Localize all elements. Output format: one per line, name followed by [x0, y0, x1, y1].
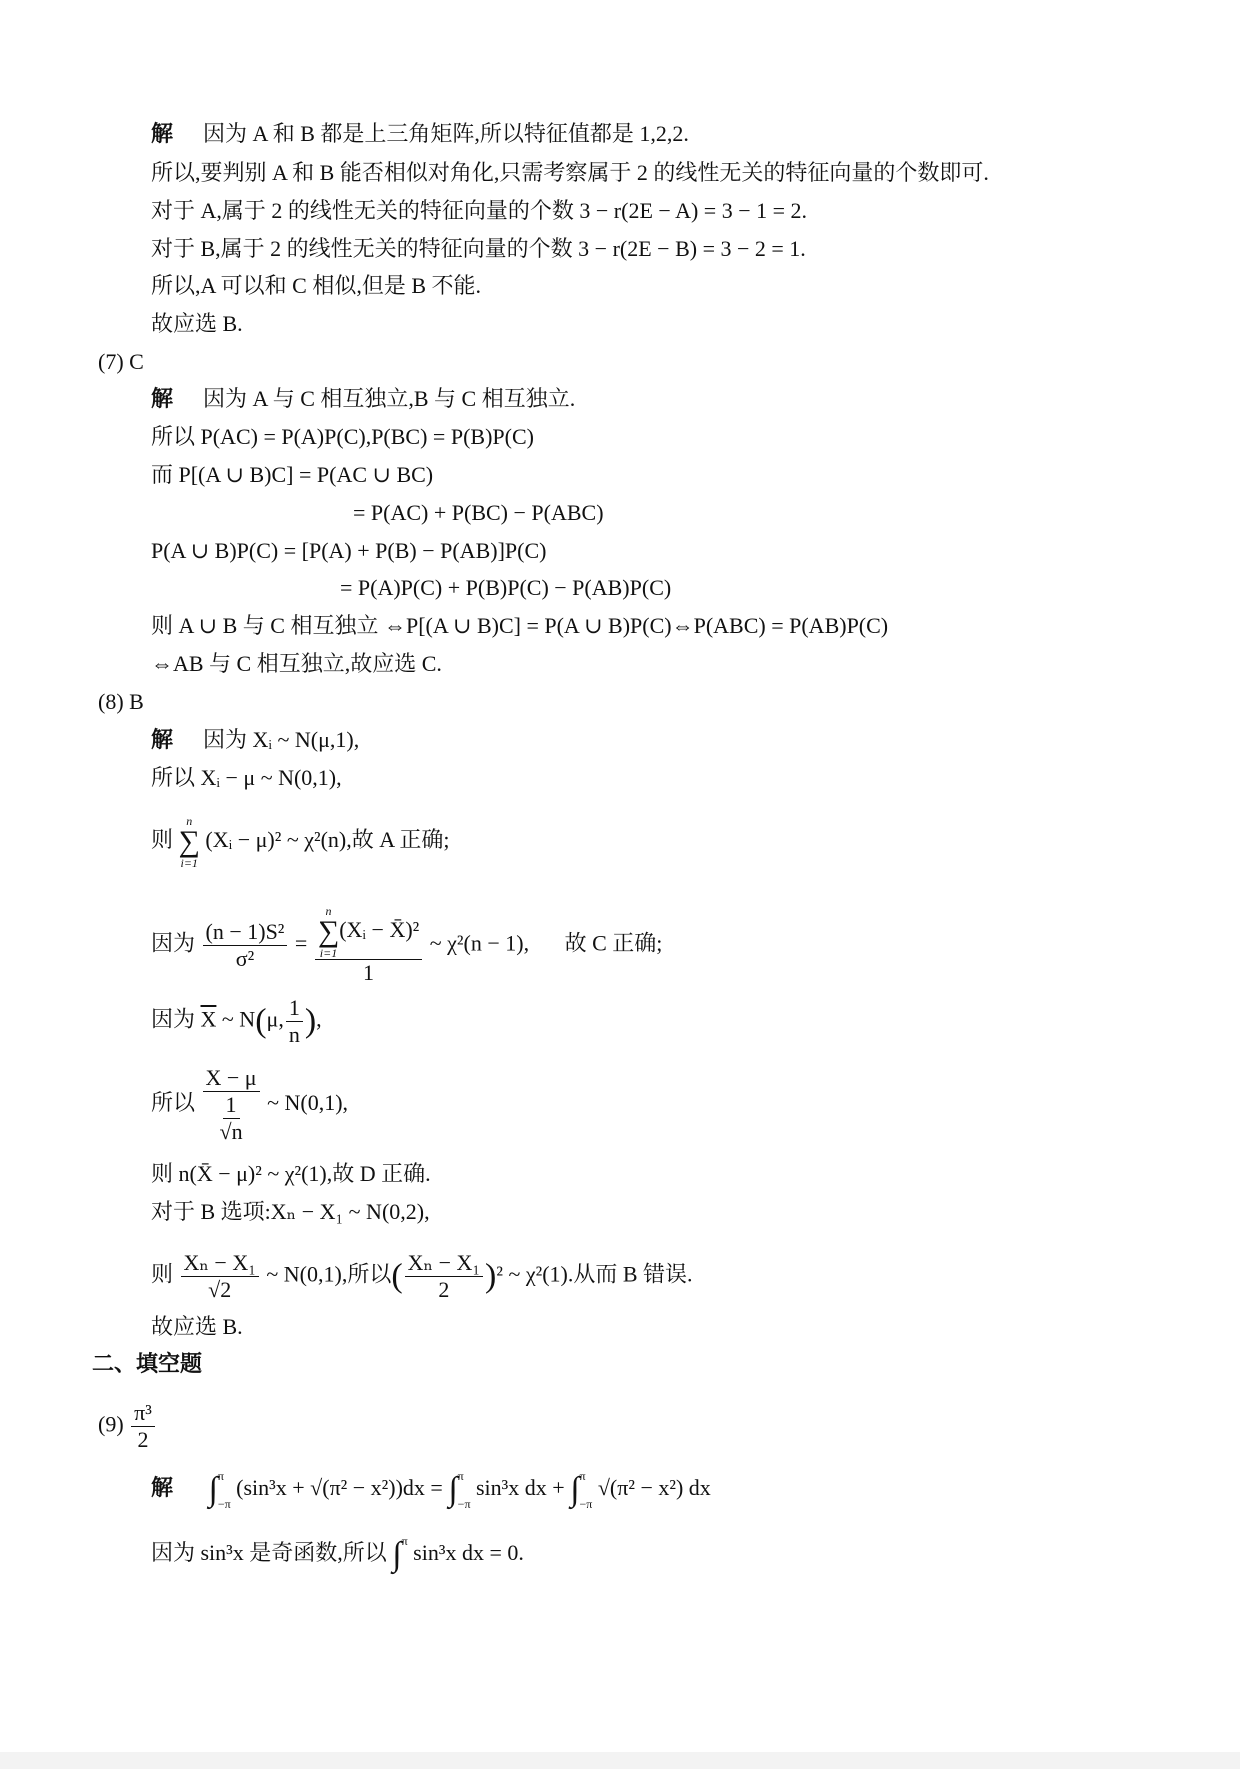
numerator: (n − 1)S²: [203, 919, 288, 946]
text: ~ N: [221, 1006, 256, 1032]
text: 因为: [151, 930, 196, 956]
text: ,: [316, 1006, 322, 1032]
text: 则: [151, 827, 174, 853]
text: (Xᵢ − X̄)²: [339, 917, 420, 943]
q7-heading: (7) C: [98, 349, 144, 374]
q6-line-1: [151, 120, 689, 148]
q8-line-3: [151, 815, 450, 869]
q6-line-2: 所以,要判别 A 和 B 能否相似对角化,只需考察属于 2 的线性无关的特征向量的个数即可.: [151, 160, 989, 185]
upper-limit: π: [457, 1469, 464, 1483]
text: (Xᵢ − μ)² ~ χ²(n),故 A 正确;: [205, 827, 450, 853]
upper-limit: π: [217, 1469, 224, 1483]
numerator: Xₙ − X₁: [405, 1250, 483, 1277]
q6-line-6: 故应选 B.: [151, 311, 243, 336]
numerator: [315, 905, 422, 960]
text: ~ N(0,1),: [267, 1090, 349, 1116]
sum-upper: n: [325, 904, 332, 918]
q7-text: 因为 A 与 C 相互独立,B 与 C 相互独立.: [203, 386, 576, 411]
q8-line-4: [151, 905, 662, 986]
numerator: 1: [286, 995, 303, 1022]
denominator: σ²: [235, 946, 255, 971]
denominator: √2: [208, 1277, 232, 1302]
q8-line-2: 所以 Xᵢ − μ ~ N(0,1),: [151, 765, 342, 790]
fraction: [181, 1250, 259, 1303]
fraction: [286, 995, 303, 1048]
q7-line-8: ⇔AB 与 C 相互独立,故应选 C.: [151, 651, 442, 676]
upper-limit: π: [579, 1469, 586, 1483]
q8-line-9: 则 $\frac{\text{Xₙ − X₁}}{√2}$ ~ N(0,1),所以( $\frac{\text{Xₙ − X₁}}{2}$ )² ~ χ²(1).从而 B 错误.: [151, 1250, 693, 1302]
equals: =: [294, 930, 308, 956]
denominator: 2: [137, 1427, 149, 1452]
q7-line-7: 则 A ∪ B 与 C 相互独立 ⇔P[(A ∪ B)C] = P(A ∪ B)P(C)⇔P(ABC) = P(AB)P(C): [151, 613, 889, 638]
q8-line-1: [151, 726, 359, 754]
text: 因为: [151, 1006, 196, 1032]
text: ² ~ χ²(1).从而 B 错误.: [496, 1261, 693, 1287]
sigma-symbol: ∑: [317, 915, 340, 948]
q9-line-2: [151, 1535, 524, 1575]
q7-line-3: 而 P[(A ∪ B)C] = P(AC ∪ BC): [151, 462, 434, 487]
sigma-symbol: ∑: [178, 825, 200, 858]
text: √(π² − x²) dx: [597, 1475, 711, 1501]
scan-bottom-edge: [0, 1752, 1240, 1769]
integral: [209, 1470, 231, 1510]
text: 所以: [151, 1090, 196, 1116]
integral-symbol: ∫: [208, 1471, 218, 1508]
sum-lower: i=1: [319, 946, 338, 960]
x-bar: $\overline{X}$: [200, 1006, 217, 1032]
denominator: [212, 1092, 251, 1145]
q8-heading: (8) B: [98, 689, 144, 714]
fraction: [315, 905, 422, 986]
text: sin³x dx +: [476, 1475, 565, 1501]
summation: [179, 815, 200, 869]
fraction: [203, 1065, 260, 1145]
integral: [448, 1470, 470, 1510]
integral-symbol: ∫: [448, 1471, 458, 1508]
lower-limit: −π: [579, 1497, 593, 1511]
upper-limit: π: [401, 1534, 408, 1548]
q6-line-5: 所以,A 可以和 C 相似,但是 B 不能.: [151, 273, 482, 298]
q8-text: 因为 Xᵢ ~ N(μ,1),: [203, 727, 360, 752]
text: ~ χ²(n − 1),: [429, 930, 530, 956]
sum-lower: i=1: [180, 856, 198, 870]
denominator: 2: [438, 1277, 450, 1302]
q8-line-7: 则 n(X̄ − μ)² ~ χ²(1),故 D 正确.: [151, 1161, 431, 1186]
numerator: Xₙ − X₁: [181, 1250, 259, 1277]
q7-line-4: = P(AC) + P(BC) − P(ABC): [353, 500, 604, 525]
q7-line-5: P(A ∪ B)P(C) = [P(A) + P(B) − P(AB)]P(C): [151, 538, 547, 563]
q9-heading: [98, 1400, 157, 1453]
q7-line-1: [151, 385, 575, 413]
sum-upper: n: [186, 814, 193, 828]
solve-label: 解: [151, 727, 174, 752]
q8-line-5: 因为 $\overline{X}$ ~ N(μ, $\frac{1}{n}$ ),: [151, 995, 322, 1047]
answer-fraction: [131, 1400, 155, 1453]
section-heading: 二、填空题: [92, 1351, 203, 1376]
text: (sin³x + √(π² − x²))dx =: [236, 1475, 443, 1501]
fraction: [217, 1092, 246, 1145]
solve-label: 解: [151, 386, 174, 411]
lower-limit: −π: [217, 1497, 231, 1511]
text: 因为 sin³x 是奇函数,所以: [151, 1540, 387, 1566]
fraction: [405, 1250, 483, 1303]
q6-line-3: 对于 A,属于 2 的线性无关的特征向量的个数 3 − r(2E − A) = 3 − 1 = 2.: [151, 198, 808, 223]
solve-label: 解: [151, 121, 174, 146]
integral-symbol: ∫: [392, 1536, 402, 1573]
denominator: n: [288, 1022, 300, 1047]
numerator: X − μ: [203, 1065, 260, 1092]
summation: [318, 905, 339, 959]
q8-line-10: 故应选 B.: [151, 1314, 243, 1339]
text: μ,: [266, 1006, 284, 1032]
q9-line-1: [151, 1470, 711, 1510]
q8-line-6: [151, 1065, 348, 1145]
denominator: √n: [219, 1119, 243, 1144]
q6-text: 因为 A 和 B 都是上三角矩阵,所以特征值都是 1,2,2.: [203, 121, 689, 146]
lower-limit: −π: [457, 1497, 471, 1511]
text: (9): [98, 1411, 124, 1437]
integral-symbol: ∫: [570, 1471, 580, 1508]
integral: [392, 1535, 407, 1575]
solve-label: 解: [151, 1475, 174, 1501]
text: sin³x dx = 0.: [413, 1540, 524, 1566]
numerator: 1: [223, 1092, 240, 1119]
q8-line-8: 对于 B 选项:Xₙ − X₁ ~ N(0,2),: [151, 1199, 430, 1224]
text: 则: [151, 1261, 174, 1287]
q7-line-6: = P(A)P(C) + P(B)P(C) − P(AB)P(C): [340, 575, 672, 600]
fraction: [203, 919, 288, 972]
denominator: 1: [363, 960, 375, 985]
text: ~ N(0,1),所以: [266, 1261, 392, 1287]
integral: [570, 1470, 592, 1510]
q6-line-4: 对于 B,属于 2 的线性无关的特征向量的个数 3 − r(2E − B) = 3 − 2 = 1.: [151, 236, 806, 261]
numerator: π³: [131, 1400, 155, 1427]
q7-line-2: 所以 P(AC) = P(A)P(C),P(BC) = P(B)P(C): [151, 424, 534, 449]
text: 故 C 正确;: [564, 930, 663, 956]
